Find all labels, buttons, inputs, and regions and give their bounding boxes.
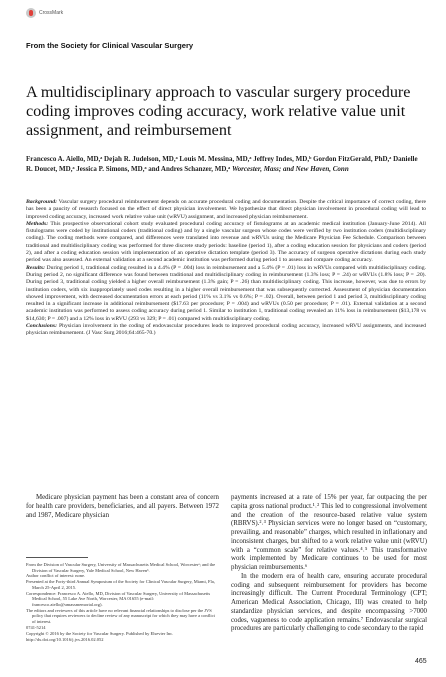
author-list bbox=[26, 155, 424, 174]
citation: (J Vasc Surg 2016;64:465-70.) bbox=[86, 330, 156, 337]
footnote-affiliations: From the Division of Vascular Surgery, University of Massachusetts Medical School, Worcesterᵃ; and the Division of Vascular Surgery, Yale Medical School, New Havenᵇ. bbox=[26, 562, 216, 573]
footnote-correspondence: Correspondence: Francesco A. Aiello, MD, Division of Vascular Surgery, University of Massachusetts Medical School, 55 Lake Ave North, Worcester, MA 01655 (e-mail: francesco.aiello@umassmemorial.org). bbox=[26, 590, 211, 607]
crossmark-label: CrossMark bbox=[39, 10, 64, 16]
abstract-text: Vascular surgery procedural reimbursement depends on accurate procedural coding and documentation. Despite the critical importance of correct coding, there has been a paucity of research focused on the effect of direct physician involvement. We hypothesize that direct physician involvement in procedural coding will lead to improved coding accuracy, increased work relative value unit (wRVU) assignment, and increased physician reimbursement. bbox=[26, 199, 426, 220]
footnote-copyright: Copyright © 2016 by the Society for Vascular Surgery. Published by Elsevier Inc. bbox=[26, 630, 174, 636]
body-right-column bbox=[231, 494, 427, 634]
abstract-text: During period 1, traditional coding resulted in a 4.4% (P = .004) loss in reimbursement and a 5.4% (P = .01) loss in wRVUs compared with multidisciplinary coding. During period 2, no significant difference was found between traditional and multidisciplinary coding in reimbursement (1.3% loss; P = .24) or wRVUs (1.8% loss; P = .20). During period 3, traditional coding yielded a higher overall reimbursement (1.3% gain; P = .26) than multidisciplinary coding. This increase, however, was due to errors by institution coders, with six inappropriately used codes resulting in a higher overall reimbursement that was subsequently corrected. Assessment of physician documentation showed improvement, with decreased documentation errors at each period (11% vs 3.1% vs 0.6%; P = .02). Overall, between period 1 and period 3, multidisciplinary coding resulted in a significant increase in additional reimbursement ($17.63 per procedure; P = .004) and wRVUs (0.50 per procedure; P = .01). External validation at a second academic institution was performed to assess coding accuracy during period 1. Similar to institution 1, traditional coding revealed an 11% loss in reimbursement ($13,178 vs $14,630; P = .007) and a 12% loss in wRVU (293 vs 329; P = .01) compared with multidisciplinary coding. bbox=[26, 264, 426, 322]
abstract-text: This prospective observational cohort study evaluated procedural coding accuracy of fistulograms at an academic medical institution (January-June 2014). All fistulograms were coded by institutional coders (traditional coding) and by a single vascular surgeon whose codes were verified by two institution coders (multidisciplinary coding). The coding methods were compared, and differences were translated into revenue and wRVUs using the Medicare Physician Fee Schedule. Comparison between traditional and multidisciplinary coding was performed for three discrete study periods: baseline (period 1), after a coding education session for physicians and coders (period 2), and after a coding education session with implementation of an operative dictation template (period 3). The accuracy of surgeon operative dictations during each study period was also assessed. An external validation at a second academic institution was performed during period 1 to assess and compare coding accuracy. bbox=[26, 220, 426, 264]
footnote-conflict: Author conflict of interest: none. bbox=[26, 573, 86, 579]
body-left-column bbox=[26, 494, 219, 520]
article-title: A multidisciplinary approach to vascular surgery procedure coding improves coding accuracy, work relative value unit assignment, and reimbursement bbox=[26, 83, 411, 139]
abstract-methods bbox=[26, 221, 426, 265]
crossmark-icon bbox=[26, 8, 36, 18]
body-paragraph: In the modern era of health care, ensuring accurate procedural coding and subsequent reimbursement for providers has become increasingly difficult. The Current Procedural Terminology (CPT; American Medical Association, Chicago, Ill) was created to help standardize physician services, and despite encompassing >7000 codes, vagueness to code application remains.⁷ Endovascular surgical procedures are particularly challenging to code secondary to the rapid bbox=[231, 572, 427, 633]
abstract-label: Results: bbox=[26, 264, 45, 271]
page-number: 465 bbox=[415, 658, 427, 665]
footnote-doi-link[interactable]: http://dx.doi.org/10.1016/j.jvs.2016.02.052 bbox=[26, 636, 104, 642]
footnotes bbox=[26, 562, 219, 643]
abstract-label: Methods: bbox=[26, 220, 49, 227]
abstract bbox=[26, 199, 426, 338]
footnote-issn: 0741-5214 bbox=[26, 624, 46, 630]
body-paragraph: Medicare physician payment has been a constant area of concern for health care providers, beneficiaries, and all payers. Between 1972 and 1987, Medicare physician bbox=[26, 494, 219, 519]
body-paragraph: payments increased at a rate of 15% per year, far outpacing the per capita gross national product.¹˒² This led to congressional involvement and the creation of the resource-based relative value system (RBRVS).²˒³ Physician services were no longer based on “customary, prevailing, and reasonable” charges, which resulted in inflationary and inconsistent charges, but shifted to a work relative value unit (wRVU) with a “common scale” for relative values.⁴˒⁵ This transformative work implemented by Medicare continues to be used for most physician reimbursements.⁶ bbox=[231, 494, 427, 571]
crossmark-badge[interactable] bbox=[26, 8, 63, 18]
footnote-disclosure: The editors and reviewers of this article have no relevant financial relationships to disclose per the JVS policy that requires reviewers to decline review of any manuscript for which they may have a conflict of interest. bbox=[26, 607, 215, 625]
society-header: From the Society for Clinical Vascular Surgery bbox=[26, 41, 194, 50]
footnote-presented: Presented at the Forty-third Annual Symposium of the Society for Clinical Vascular Surgery, Miami, Fla, March 25-April 2, 2015. bbox=[26, 579, 215, 590]
abstract-conclusions bbox=[26, 323, 426, 338]
abstract-text: Physician involvement in the coding of endovascular procedures leads to improved procedural coding accuracy, increased wRVU assignments, and increased physician reimbursement. bbox=[26, 323, 427, 337]
abstract-background bbox=[26, 199, 426, 221]
abstract-label: Background: bbox=[26, 199, 57, 205]
footnote-divider bbox=[26, 557, 88, 558]
authors: Francesco A. Aiello, MD,ᵃ Dejah R. Judelson, MD,ᵃ Louis M. Messina, MD,ᵃ Jeffrey Indes, MD,ᵇ Gordon FitzGerald, PhD,ᵃ Danielle R. Doucet, MD,ᵃ Jessica P. Simons, MD,ᵃ and Andres Schanzer, MD,ᵃ bbox=[26, 155, 418, 173]
abstract-results bbox=[26, 265, 426, 323]
abstract-label: Conclusions: bbox=[26, 323, 57, 330]
author-affiliation: Worcester, Mass; and New Haven, Conn bbox=[231, 164, 349, 173]
